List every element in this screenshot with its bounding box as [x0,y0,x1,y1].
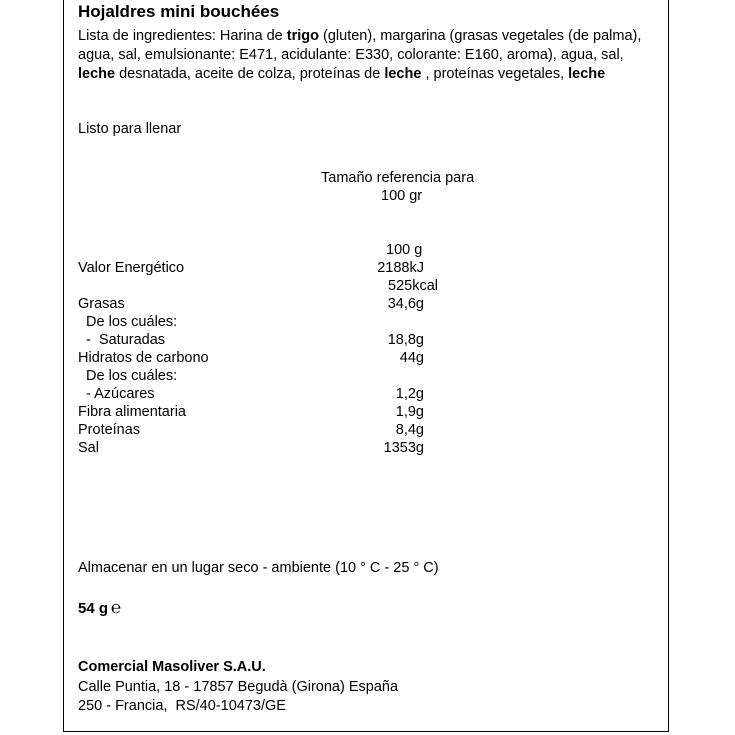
ingredients-list [78,27,648,84]
ingredients-part: desnatada, aceite de colza, proteínas de [115,66,385,82]
nutrition-row-label: - Saturadas [78,332,166,348]
allergen-text: leche [78,66,116,82]
allergen-text: trigo [286,28,319,44]
ingredients-part: (gluten), margarina (grasas vegetales (de palma), agua, sal, emulsionante: E471, acidulante: E330, colorante: E160, aroma), agua, sal, [78,28,642,63]
product-label [63,0,669,732]
nutrition-row-label: De los cuáles: [78,314,178,330]
nutrition-row-value: 18,8g [387,332,424,348]
nutrition-header-line1: Tamaño referencia para [321,170,475,186]
nutrition-row-label: - Azúcares [78,386,155,402]
nutrition-row-label: De los cuáles: [78,368,178,384]
allergen-text: leche [568,66,606,82]
net-weight-value: 54 g [78,600,109,617]
ingredients-part: Lista de ingredientes: Harina de [78,28,287,44]
nutrition-row-value: 8,4g [395,422,424,438]
company-name: Comercial Masoliver S.A.U. [78,659,266,675]
nutrition-row-value: 1,2g [395,386,424,402]
company-address: Calle Puntia, 18 - 17857 Begudà (Girona) España [78,679,399,695]
ingredients-part: , proteínas vegetales, [421,66,569,82]
usage-note: Listo para llenar [78,121,182,137]
nutrition-row-label: Proteínas [78,422,141,438]
company-registry: 250 - Francia, RS/40-10473/GE [78,698,286,714]
net-weight [78,598,121,618]
nutrition-per-unit: 100 g [386,242,423,258]
nutrition-row-value: 525kcal [388,278,438,294]
nutrition-row-label: Fibra alimentaria [78,404,186,420]
estimated-sign-icon: ℮ [111,598,122,617]
nutrition-row-label: Grasas [78,296,125,312]
nutrition-row-value: 34,6g [387,296,424,312]
nutrition-header-line2: 100 gr [381,188,423,204]
nutrition-row-value: 44g [399,350,424,366]
nutrition-row-label: Valor Energético [78,260,185,276]
nutrition-row-value: 1,9g [395,404,424,420]
nutrition-row-label: Sal [78,440,99,456]
product-title: Hojaldres mini bouchées [78,2,280,21]
storage-instructions: Almacenar en un lugar seco - ambiente (10 ° C - 25 ° C) [78,560,439,576]
nutrition-row-label: Hidratos de carbono [78,350,209,366]
allergen-text: leche [384,66,422,82]
nutrition-row-value: 2188kJ [377,260,424,276]
nutrition-row-value: 1353g [383,440,424,456]
